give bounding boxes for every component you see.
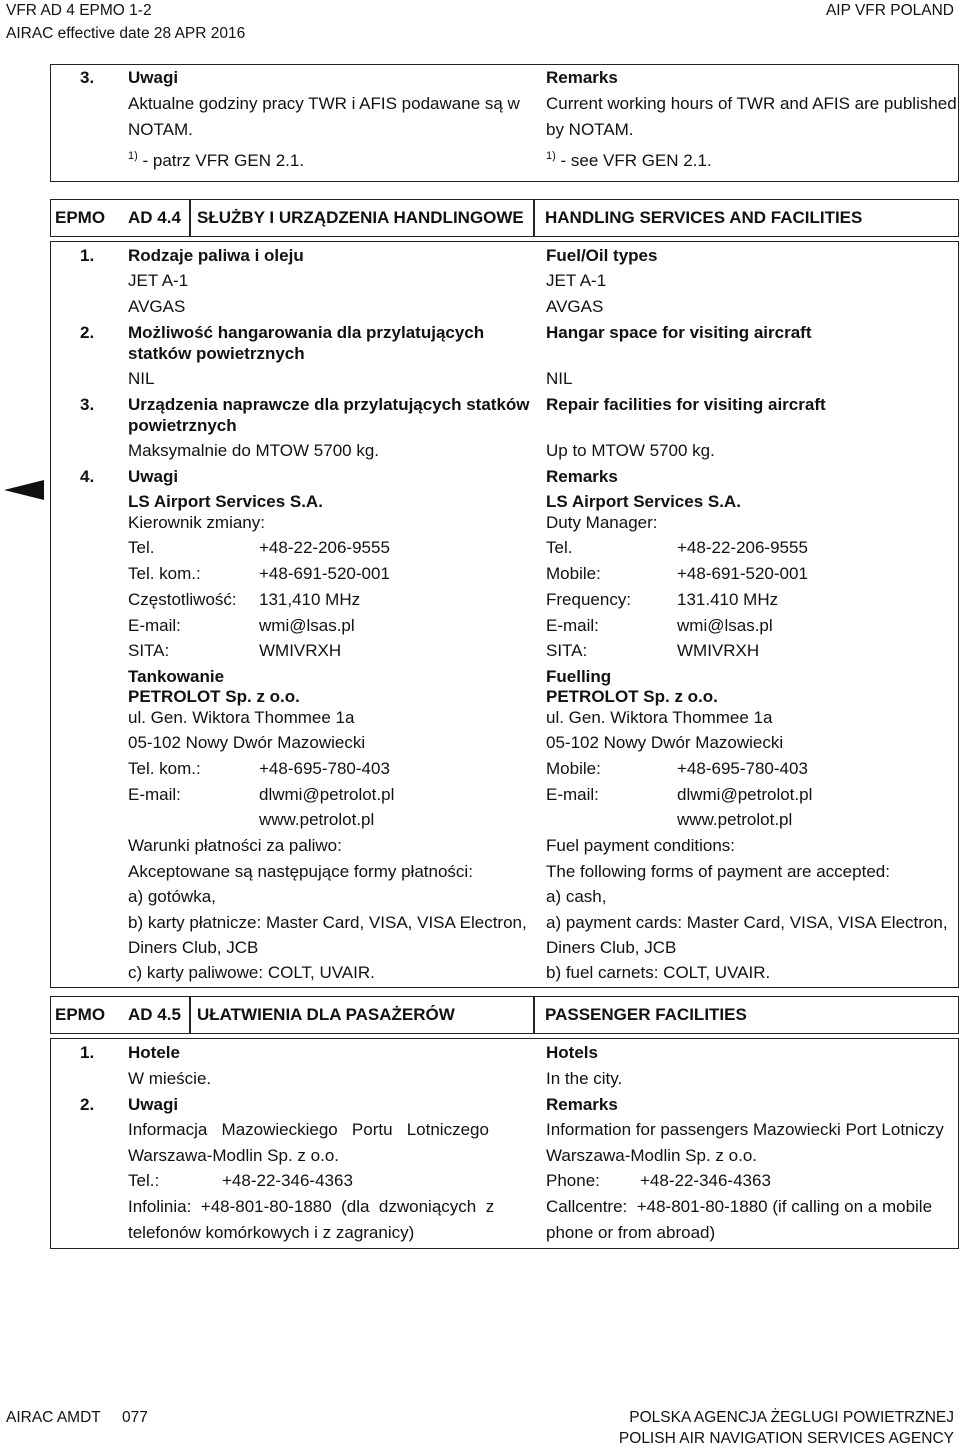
agency-name-pl: POLSKA AGENCJA ŻEGLUGI POWIETRZNEJ: [629, 1409, 954, 1426]
doc-reference: VFR AD 4 EPMO 1-2: [6, 2, 152, 19]
phone-number: +48-695-780-403: [677, 759, 808, 778]
label: Phone:: [546, 1171, 600, 1190]
text-line: Infolinia: +48-801-80-1880 (dla dzwoniących z: [128, 1197, 495, 1216]
value-text: Maksymalnie do MTOW 5700 kg.: [128, 441, 379, 460]
sita-code: WMIVRXH: [677, 641, 760, 660]
footnote-line-en: [546, 146, 712, 171]
label: SITA:: [128, 641, 170, 660]
email-address: wmi@lsas.pl: [677, 616, 773, 635]
label: E-mail:: [546, 616, 599, 635]
address-line: 05-102 Nowy Dwór Mazowiecki: [546, 733, 784, 752]
remarks-heading-pl: Uwagi: [128, 1095, 179, 1114]
value-text: W mieście.: [128, 1069, 212, 1088]
item-number: 4.: [80, 467, 95, 486]
text-line: b) karty płatnicze: Master Card, VISA, VISA Electron,: [128, 913, 527, 932]
website: www.petrolot.pl: [259, 810, 375, 829]
text-line: - patrz VFR GEN 2.1.: [137, 151, 305, 170]
value-text: NIL: [128, 369, 155, 388]
label: Tel.:: [128, 1171, 160, 1190]
item-heading-pl: Rodzaje paliwa i oleju: [128, 246, 304, 265]
company-name: LS Airport Services S.A.: [546, 492, 741, 511]
section-header-ad45: [50, 996, 959, 1034]
text-line: Callcentre: +48-801-80-1880 (if calling on a mobile: [546, 1197, 933, 1216]
item-number: 1.: [80, 1043, 95, 1062]
text-line: b) fuel carnets: COLT, UVAIR.: [546, 963, 771, 982]
text-line: c) karty paliwowe: COLT, UVAIR.: [128, 963, 375, 982]
item-heading-en: Hotels: [546, 1043, 598, 1062]
divider: [533, 200, 535, 236]
text-line: The following forms of payment are accepted:: [546, 862, 890, 881]
label: SITA:: [546, 641, 588, 660]
label: Duty Manager:: [546, 513, 658, 532]
section-number: AD 4.5: [128, 1005, 181, 1024]
footnote-line-pl: [128, 146, 304, 171]
text-line: by NOTAM.: [546, 120, 634, 139]
text-line: Information for passengers Mazowiecki Port Lotniczy: [546, 1120, 944, 1139]
section-title-en: HANDLING SERVICES AND FACILITIES: [545, 208, 863, 227]
label: E-mail:: [128, 785, 181, 804]
text-line: phone or from abroad): [546, 1223, 716, 1242]
label: Mobile:: [546, 759, 601, 778]
fuel-type: JET A-1: [546, 271, 607, 290]
value-text: In the city.: [546, 1069, 623, 1088]
address-line: ul. Gen. Wiktora Thommee 1a: [546, 708, 773, 727]
remarks-heading-pl: Uwagi: [128, 68, 179, 87]
footnote-marker: 1): [128, 150, 138, 162]
phone-number: +48-22-346-4363: [640, 1171, 771, 1190]
sita-code: WMIVRXH: [259, 641, 342, 660]
amendment-arrow-icon: [4, 480, 44, 500]
address-line: ul. Gen. Wiktora Thommee 1a: [128, 708, 355, 727]
text-line: Aktualne godziny pracy TWR i AFIS podawane są w: [128, 94, 520, 113]
text-line: a) payment cards: Master Card, VISA, VISA Electron,: [546, 913, 948, 932]
section-number: AD 4.4: [128, 208, 181, 227]
divider: [189, 200, 191, 236]
text-line: Warunki płatności za paliwo:: [128, 836, 342, 855]
email-address: dlwmi@petrolot.pl: [677, 785, 813, 804]
text-line: Warszawa-Modlin Sp. z o.o.: [546, 1146, 757, 1165]
text-line: NOTAM.: [128, 120, 193, 139]
remarks-heading-en: Remarks: [546, 1095, 618, 1114]
aerodrome-code: EPMO: [55, 208, 106, 227]
item-heading-pl: Hotele: [128, 1043, 180, 1062]
remarks-heading-en: Remarks: [546, 68, 618, 87]
aerodrome-code: EPMO: [55, 1005, 106, 1024]
label: E-mail:: [546, 785, 599, 804]
item-number: 2.: [80, 1095, 95, 1114]
text-line: Fuel payment conditions:: [546, 836, 735, 855]
text-line: Diners Club, JCB: [128, 938, 259, 957]
amendment-number: AIRAC AMDT 077: [6, 1409, 148, 1426]
website: www.petrolot.pl: [677, 810, 793, 829]
subheading-pl: Tankowanie: [128, 667, 225, 686]
phone-number: +48-691-520-001: [677, 564, 808, 583]
agency-name-en: POLISH AIR NAVIGATION SERVICES AGENCY: [618, 1430, 954, 1447]
divider: [533, 997, 535, 1033]
text-line: Akceptowane są następujące formy płatności:: [128, 862, 473, 881]
item-number: 3.: [80, 395, 95, 414]
label: Tel. kom.:: [128, 759, 201, 778]
item-heading-en: Repair facilities for visiting aircraft: [546, 395, 826, 414]
section-title-pl: UŁATWIENIA DLA PASAŻERÓW: [197, 1005, 455, 1024]
divider: [189, 997, 191, 1033]
text-line: Warszawa-Modlin Sp. z o.o.: [128, 1146, 339, 1165]
email-address: dlwmi@petrolot.pl: [259, 785, 395, 804]
text-line: Diners Club, JCB: [546, 938, 677, 957]
section-title-pl: SŁUŻBY I URZĄDZENIA HANDLINGOWE: [197, 208, 524, 227]
text-line: telefonów komórkowych i z zagranicy): [128, 1223, 415, 1242]
text-line: Current working hours of TWR and AFIS are published: [546, 94, 957, 113]
frequency-value: 131.410 MHz: [677, 590, 779, 609]
item-heading-en: Fuel/Oil types: [546, 246, 658, 265]
remarks-heading-en: Remarks: [546, 467, 618, 486]
section-title-en: PASSENGER FACILITIES: [545, 1005, 747, 1024]
phone-number: +48-22-206-9555: [677, 538, 808, 557]
phone-number: +48-691-520-001: [259, 564, 390, 583]
subheading-en: Fuelling: [546, 667, 612, 686]
footnote-marker: 1): [546, 150, 556, 162]
fuel-type: JET A-1: [128, 271, 189, 290]
phone-number: +48-22-206-9555: [259, 538, 390, 557]
fuel-type: AVGAS: [546, 297, 604, 316]
text-line: a) cash,: [546, 887, 607, 906]
text-line: - see VFR GEN 2.1.: [555, 151, 712, 170]
text-line: Informacja Mazowieckiego Portu Lotniczego: [128, 1120, 489, 1139]
section-header-ad44: [50, 199, 959, 237]
label: Kierownik zmiany:: [128, 513, 265, 532]
company-name: PETROLOT Sp. z o.o.: [128, 687, 300, 706]
phone-number: +48-695-780-403: [259, 759, 390, 778]
item-heading-pl: Urządzenia naprawcze dla przylatujących statków: [128, 395, 530, 414]
item-heading-pl: powietrznych: [128, 416, 237, 435]
item-heading-en: Hangar space for visiting aircraft: [546, 323, 812, 342]
airac-effective-date: AIRAC effective date 28 APR 2016: [6, 25, 246, 42]
address-line: 05-102 Nowy Dwór Mazowiecki: [128, 733, 366, 752]
label: Tel.: [546, 538, 573, 557]
frequency-value: 131,410 MHz: [259, 590, 361, 609]
item-number: 1.: [80, 246, 95, 265]
publication-title: AIP VFR POLAND: [825, 2, 954, 19]
company-name: LS Airport Services S.A.: [128, 492, 323, 511]
label: Tel. kom.:: [128, 564, 201, 583]
label: Frequency:: [546, 590, 632, 609]
value-text: NIL: [546, 369, 573, 388]
label: Mobile:: [546, 564, 601, 583]
phone-number: +48-22-346-4363: [222, 1171, 353, 1190]
fuel-type: AVGAS: [128, 297, 186, 316]
label: E-mail:: [128, 616, 181, 635]
item-number: 2.: [80, 323, 95, 342]
label: Tel.: [128, 538, 155, 557]
company-name: PETROLOT Sp. z o.o.: [546, 687, 718, 706]
remarks-heading-pl: Uwagi: [128, 467, 179, 486]
item-number: 3.: [80, 68, 95, 87]
value-text: Up to MTOW 5700 kg.: [546, 441, 715, 460]
item-heading-pl: statków powietrznych: [128, 344, 305, 363]
email-address: wmi@lsas.pl: [259, 616, 355, 635]
label: Częstotliwość:: [128, 590, 237, 609]
item-heading-pl: Możliwość hangarowania dla przylatujących: [128, 323, 485, 342]
text-line: a) gotówka,: [128, 887, 216, 906]
